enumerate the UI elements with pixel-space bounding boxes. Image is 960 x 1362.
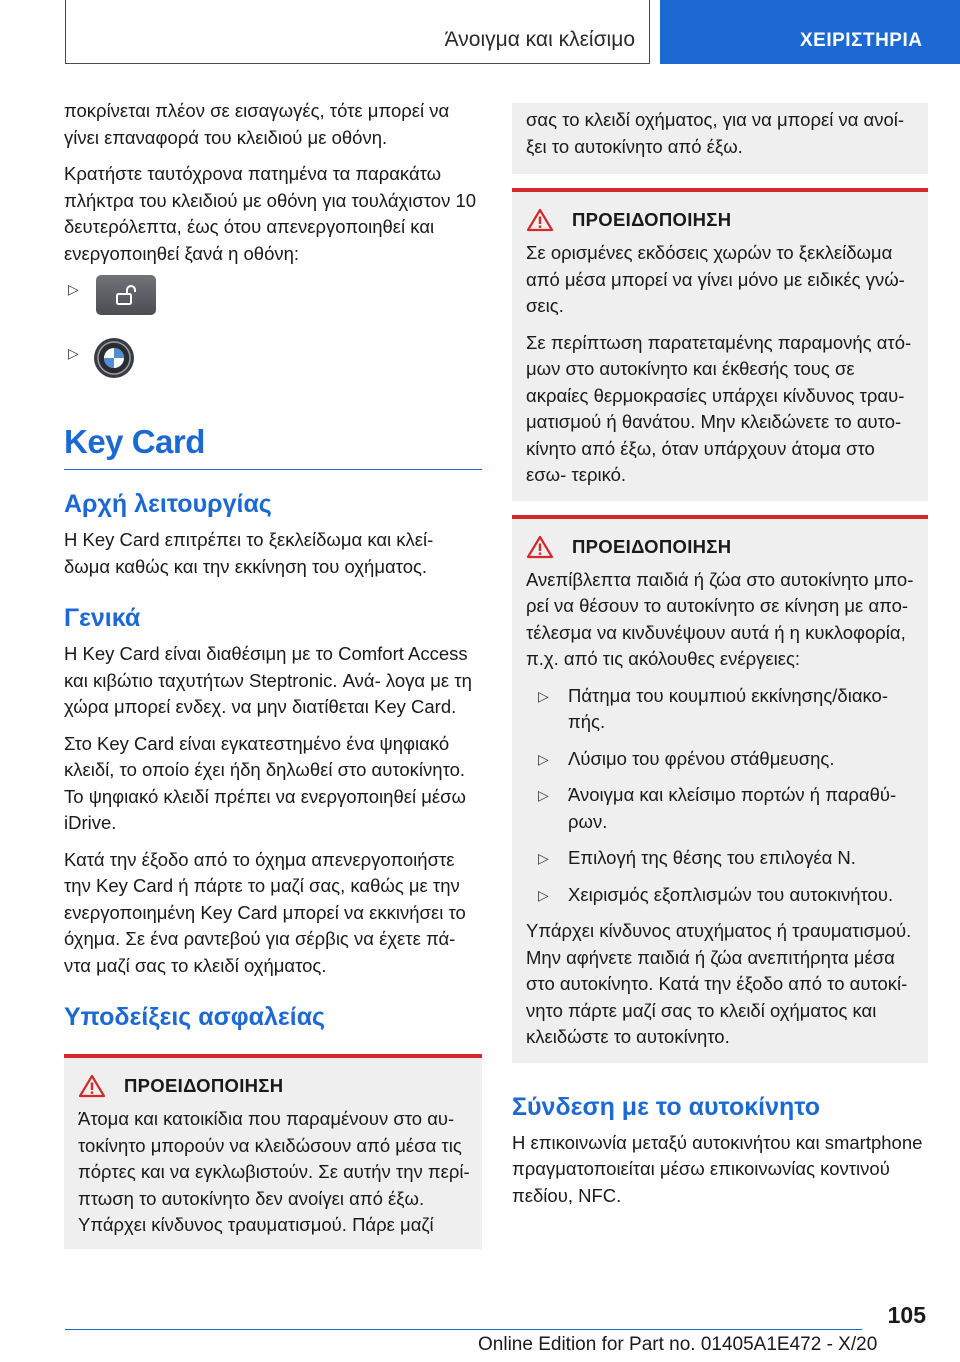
paragraph-general-3: Κατά την έξοδο από το όχημα απενεργοποιήστε την Key Card ή πάρτε το μαζί σας, καθώς με την ενεργοποιημένη Key Card μπορεί να εκκινήσει το όχημα. Σε ένα ραντεβού για σέρβις να έχετε πά- ντα μαζί σας το κλειδί οχήματος. [64, 848, 466, 976]
list-item-unlock-button [64, 281, 482, 343]
list-item: ▷ Επιλογή της θέσης του επιλογέα N. [526, 845, 916, 872]
bullet-triangle-icon: ▷ [68, 345, 79, 361]
warning-text-2: Σε περίπτωση παρατεταμένης παραμονής ατό- μων στο αυτοκίνητο και έκθεσής τους σε ακραίες θερμοκρασίες υπάρχει κίνδυνος τραυ- ματισμού ή θανάτου. Μην κλειδώνετε το αυτο- κίνητο από έξω, όταν υπάρχουν άτομα στο εσω- τερικό. [526, 331, 912, 485]
unlock-key-icon [96, 275, 156, 315]
warning-title [526, 208, 916, 232]
bullet-triangle-icon: ▷ [538, 687, 549, 704]
warning-triangle-icon [526, 208, 554, 232]
paragraph-principle: Η Key Card επιτρέπει το ξεκλείδωμα και κλεί- δωμα καθώς και την εκκίνηση του οχήματος. [64, 529, 434, 577]
list-item: ▷ Λύσιμο του φρένου στάθμευσης. [526, 746, 916, 773]
bullet-triangle-icon: ▷ [538, 750, 549, 767]
warning-triangle-icon [78, 1074, 106, 1098]
warning-title [78, 1074, 470, 1098]
bullet-triangle-icon: ▷ [68, 281, 79, 297]
warning-title [526, 535, 916, 559]
page-title: Key Card [64, 411, 482, 470]
list-item-brand-button [64, 345, 482, 411]
heading-principle: Αρχή λειτουργίας [64, 490, 272, 518]
warning-box-continued [512, 103, 928, 174]
left-column [64, 98, 482, 1249]
warning-continued-text: σας το κλειδί οχήματος, για να μπορεί να ανοί- ξει το αυτοκίνητο από έξω. [526, 109, 905, 157]
bullet-triangle-icon: ▷ [538, 850, 549, 866]
header-chapter-label: ΧΕΙΡΙΣΤΗΡΙΑ [800, 30, 923, 51]
paragraph-reset-steps: Κρατήστε ταυτόχρονα πατημένα τα παρακάτω πλήκτρα του κλειδιού με οθόνη για τουλάχιστον 10 δευτερόλεπτα, έως ότου απενεργοποιηθεί και ενεργοποιηθεί ξανά η οθόνη: [64, 163, 477, 264]
warning-text: Άτομα και κατοικίδια που παραμένουν στο αυ- τοκίνητο μπορούν να κλειδώσουν από μέσα τις πόρτες και να εγκλωβιστούν. Σε αυτήν την περί- πτωση το αυτοκίνητο δεν ανοίγει από έξω. Υπάρχει κίνδυνος τραυματισμού. Πάρε μαζί [78, 1108, 470, 1235]
warning-label: ΠΡΟΕΙΔΟΠΟΙΗΣΗ [124, 1075, 284, 1096]
list-item: ▷ Άνοιγμα και κλείσιμο πορτών ή παραθύ- ρων. [538, 784, 897, 832]
paragraph-reset-intro: ποκρίνεται πλέον σε εισαγωγές, τότε μπορεί να γίνει επαναφορά του κλειδιού με οθόνη. [64, 100, 450, 148]
header-section-title: Άνοιγμα και κλείσιμο [444, 28, 635, 51]
page-number: 105 [887, 1302, 926, 1328]
heading-general: Γενικά [64, 604, 141, 632]
warning-box-children-animals [512, 515, 928, 1063]
bullet-triangle-icon: ▷ [538, 886, 549, 903]
warning-text-intro: Ανεπίβλεπτα παιδιά ή ζώα στο αυτοκίνητο μπο- ρεί να θέσουν το αυτοκίνητο σε κίνηση με απο- τέλεσμα να κινδυνέψουν αυτά ή η κυκλοφορία, π.χ. από τις ακόλουθες ενέργειες: [526, 568, 914, 669]
header-section-box [65, 0, 650, 64]
warning-box-unlock-knowledge [512, 188, 928, 501]
warning-label: ΠΡΟΕΙΔΟΠΟΙΗΣΗ [572, 209, 732, 230]
footer-divider [65, 1329, 862, 1330]
warning-text-1: Σε ορισμένες εκδόσεις χωρών το ξεκλείδωμα από μέσα μπορεί να γίνει μόνο με ειδικές γνώ- σεις. [526, 242, 905, 316]
paragraph-general-1: Η Key Card είναι διαθέσιμη με το Comfort Access και κιβώτιο ταχυτήτων Steptronic. Ανά- λογα με τη χώρα μπορεί ενδεχ. να μην διατίθεται Key Card. [64, 643, 472, 717]
header-chapter-tab [660, 0, 960, 64]
warning-label: ΠΡΟΕΙΔΟΠΟΙΗΣΗ [572, 535, 732, 557]
paragraph-general-2: Στο Key Card είναι εγκατεστημένο ένα ψηφιακό κλειδί, το οποίο έχει ήδη δηλωθεί στο αυτοκίνητο. Το ψηφιακό κλειδί πρέπει να ενεργοποιηθεί μέσω iDrive. [64, 732, 467, 833]
brand-logo-icon [94, 338, 134, 378]
warning-text-conclusion: Υπάρχει κίνδυνος ατυχήματος ή τραυματισμού. Μην αφήνετε παιδιά ή ζώα ανεπιτήρητα μέσα στο αυτοκίνητο. Κατά την έξοδο από το αυτοκί- νητο πάρτε μαζί σας το κλειδί οχήματος και κλειδώστε το αυτοκίνητο. [526, 920, 912, 1047]
bullet-triangle-icon: ▷ [538, 787, 549, 803]
warning-triangle-icon [526, 535, 554, 559]
list-item: ▷ Χειρισμός εξοπλισμών του αυτοκινήτου. [526, 882, 916, 909]
heading-safety: Υποδείξεις ασφαλείας [64, 1003, 326, 1031]
paragraph-connect: Η επικοινωνία μεταξύ αυτοκινήτου και smartphone πραγματοποιείται μέσω επικοινωνίας κοντινού πεδίου, NFC. [512, 1131, 923, 1206]
warning-box-locked-in [64, 1054, 482, 1249]
heading-connect: Σύνδεση με το αυτοκίνητο [512, 1092, 821, 1121]
footer-edition: Online Edition for Part no. 01405A1E472 - X/20 [478, 1334, 878, 1355]
right-column [512, 103, 928, 1219]
list-item: ▷ Πάτημα του κουμπιού εκκίνησης/διακο- πής. [538, 684, 888, 732]
